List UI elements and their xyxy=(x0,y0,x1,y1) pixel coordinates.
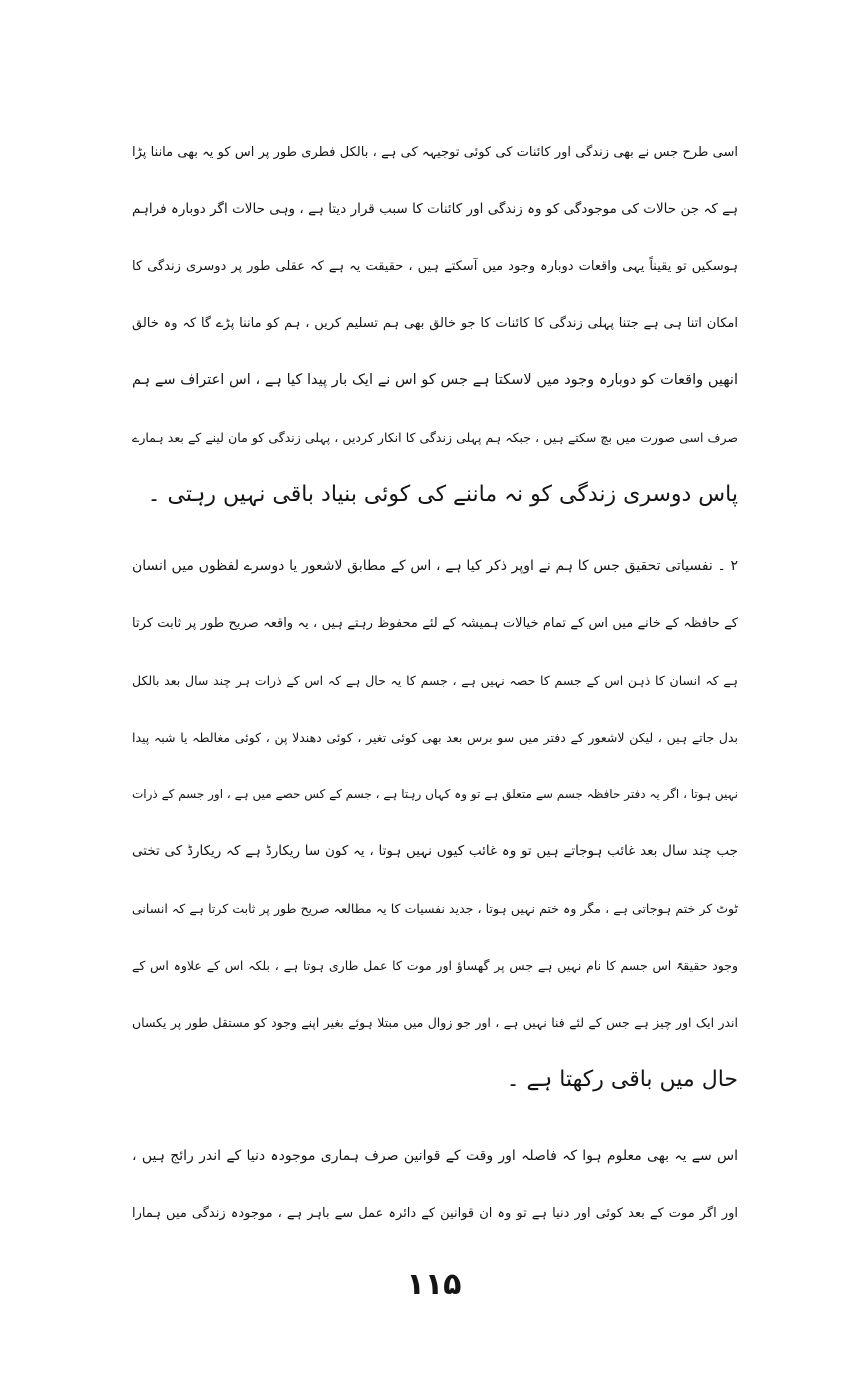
paragraph-1 xyxy=(132,124,738,523)
text-line: حال میں باقی رکھتا ہے ۔ xyxy=(506,1067,738,1092)
text-line: نہیں ہوتا ، اگر یہ دفتر حافظہ جسم سے متعلق ہے تو وہ کہاں رہتا ہے ، جسم کے کس حصے میں ہے ، اور جسم کے ذرات xyxy=(132,787,738,801)
text-line: ہے کہ انسان کا ذہن اس کے جسم کا حصہ نہیں ہے ، جسم کا یہ حال ہے کہ اس کے ذرات ہر چند سال بعد بالکل xyxy=(132,673,738,688)
text-line: جب چند سال بعد غائب ہوجاتے ہیں تو وہ غائب کیوں نہیں ہوتا ، یہ کون سا ریکارڈ ہے کہ ریکارڈ کی تختی xyxy=(132,843,738,859)
page-number: ۱۱۵ xyxy=(406,1267,462,1302)
text-line: ۲ ۔ نفسیاتی تحقیق جس کا ہم نے اوپر ذکر کیا ہے ، اس کے مطابق لاشعور یا دوسرے لفظوں میں انسان xyxy=(132,558,738,574)
text-line: ہے کہ جن حالات کی موجودگی کو وہ زندگی اور کائنات کا سبب قرار دیتا ہے ، وہی حالات اگر دوبارہ فراہم xyxy=(132,201,738,217)
text-line: کے حافظہ کے خانے میں اس کے تمام خیالات ہمیشہ کے لئے محفوظ رہتے ہیں ، یہ واقعہ صریح طور پر ثابت کرتا xyxy=(132,616,738,631)
text-line: اسی طرح جس نے بھی زندگی اور کائنات کی کوئی توجیہہ کی ہے ، بالکل فطری طور پر اس کو یہ بھی ماننا پڑا xyxy=(132,145,738,160)
text-line: اور اگر موت کے بعد کوئی اور دنیا ہے تو وہ ان قوانین کے دائرہ عمل سے باہر ہے ، موجودہ زندگی میں ہمارا xyxy=(132,1206,738,1221)
text-line: ٹوٹ کر ختم ہوجاتی ہے ، مگر وہ ختم نہیں ہوتا ، جدید نفسیات کا یہ مطالعہ صریح طور پر ثابت کرتا ہے کہ انسانی xyxy=(132,901,738,916)
text-line: انھیں واقعات کو دوبارہ وجود میں لاسکتا ہے جس کو اس نے ایک بار پیدا کیا ہے ، اس اعتراف سے ہم xyxy=(132,372,738,388)
paragraph-2 xyxy=(132,538,738,1108)
text-line: صرف اسی صورت میں بچ سکتے ہیں ، جبکہ ہم پہلی زندگی کا انکار کردیں ، پہلی زندگی کو مان لینے کے بعد ہمارے xyxy=(132,430,738,445)
text-line: اس سے یہ بھی معلوم ہوا کہ فاصلہ اور وقت کے قوانین صرف ہماری موجودہ دنیا کے اندر رائج ہیں ، xyxy=(132,1148,738,1164)
text-line: پاس دوسری زندگی کو نہ ماننے کی کوئی بنیاد باقی نہیں رہتی ۔ xyxy=(147,482,738,507)
text-line: اندر ایک اور چیز ہے جس کے لئے فنا نہیں ہے ، اور جو زوال میں مبتلا ہوئے بغیر اپنے وجود کو مستقل طور پر یکساں xyxy=(132,1015,738,1030)
text-line: وجود حقیقۃً اس جسم کا نام نہیں ہے جس پر گھساؤ اور موت کا عمل طاری ہوتا ہے ، بلکہ اس کے علاوہ اس کے xyxy=(132,958,738,973)
paragraph-3 xyxy=(132,1128,738,1242)
text-line: ہوسکیں تو یقیناً یہی واقعات دوبارہ وجود میں آسکتے ہیں ، حقیقت یہ ہے کہ عقلی طور پر دوسری زندگی کا xyxy=(132,259,738,274)
text-line: بدل جاتے ہیں ، لیکن لاشعور کے دفتر میں سو برس بعد بھی کوئی تغیر ، کوئی دھندلا پن ، کوئی مغالطہ یا شبہ پیدا xyxy=(132,730,738,745)
text-line: امکان اتنا ہی ہے جتنا پہلی زندگی کا کائنات کا جو خالق بھی ہم تسلیم کریں ، ہم کو ماننا پڑے گا کہ وہ خالق xyxy=(132,316,738,331)
